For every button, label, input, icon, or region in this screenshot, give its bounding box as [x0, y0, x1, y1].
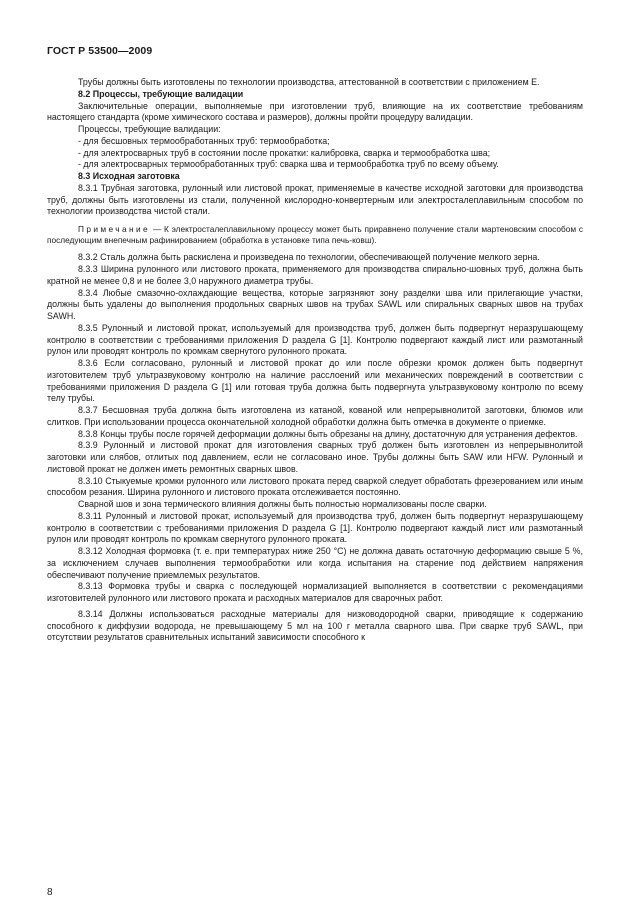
paragraph: Трубы должны быть изготовлены по технологии производства, аттестованной в соответствии с приложением Е.: [78, 77, 540, 87]
note-text: — К электросталеплавильному процессу может быть приравнено получение стали мартеновским способом с последующим внепечным рафинированием (обработка в установке типа печь-ковш).: [47, 224, 583, 246]
page-number: 8: [47, 887, 53, 898]
paragraph-8-3-1: 8.3.1 Трубная заготовка, рулонный или листовой прокат, применяемые в качестве исходной заготовки для производства труб, должны быть изготовлены из стали, полученной кислородно-конвертерным или электросталеплавильным способом по технологии производства чистой стали.: [47, 182, 583, 217]
paragraph-8-3-4: 8.3.4 Любые смазочно-охлаждающие вещества, которые загрязняют зону разделки шва или прилегающие участки, должны быть удалены до выполнения продольных сварных швов на трубах SAWL или спиральных сварных швов на трубах SAWH.: [47, 287, 583, 322]
paragraph-8-3-13: 8.3.13 Формовка трубы и сварка с последующей нормализацией выполняется в соответствии с рекомендациями изготовителей рулонного или листового проката и расходных материалов для сварочных работ.: [47, 581, 583, 604]
list-item: - для электросварных термообработанных труб: сварка шва и термообработка труб по всему объему.: [78, 159, 499, 170]
paragraph-8-3-7: 8.3.7 Бесшовная труба должна быть изготовлена из катаной, кованой или непрерывнолитой заготовки, блюмов или слитков. При использовании процесса окончательной холодной обработки должна быть отмечка в документе о приемке.: [47, 405, 583, 427]
paragraph-8-3-2: 8.3.2 Сталь должна быть раскислена и произведена по технологии, обеспечивающей получение мелкого зерна.: [78, 252, 540, 263]
paragraph-8-3-14: 8.3.14 Должны использоваться расходные материалы для низководородной сварки, приводящие к содержанию способного к диффузии водорода, не превышающему 5 мл на 100 г металла сварного шва. При сварке труб SAWL, при отсутствии результатов сравнительных испытаний зависимости способного к: [47, 608, 583, 643]
section-heading-8-3: 8.3 Исходная заготовка: [78, 171, 180, 181]
document-body: [47, 77, 583, 644]
paragraph: Сварной шов и зона термического влияния должны быть полностью нормализованы после сварки.: [78, 499, 487, 510]
note: [47, 224, 583, 246]
list-item: - для электросварных труб в состоянии после прокатки: калибровка, сварка и термообработка шва;: [78, 147, 491, 158]
section-heading-8-2: 8.2 Процессы, требующие валидации: [78, 88, 244, 99]
paragraph-8-3-9: 8.3.9 Рулонный и листовой прокат для изготовления сварных труб должен быть изготовлен из непрерывнолитой заготовки или слябов, отлитых под давлением, если не согласовано иное. Трубы должны быть SAW или HFW. Рулонный и листовой прокат не должен иметь ремонтных сварных швов.: [47, 440, 583, 474]
paragraph-8-3-8: 8.3.8 Концы трубы после горячей деформации должны быть обрезаны на длину, достаточную для устранения дефектов.: [78, 428, 578, 439]
list-item: - для бесшовных термообработанных труб: термообработка;: [78, 135, 330, 146]
paragraph-8-3-11: 8.3.11 Рулонный и листовой прокат, используемый для производства труб, должен быть подвергнут неразрушающему контролю в соответствии с требованиями приложения D раздела G [1]. Контролю подвергают каждый лист или размотанный рулон или проводят контроль по кромкам свернутого рулонного проката.: [47, 510, 583, 545]
note-label: Примечание: [78, 224, 151, 234]
paragraph-8-3-5: 8.3.5 Рулонный и листовой прокат, используемый для производства труб, должен быть подвергнут неразрушающему контролю в соответствии с требованиями приложения D раздела G [1]. Контролю подвергают каждый лист или размотанный рулон или проводят контроль по кромкам свернутого рулонного проката.: [47, 322, 583, 357]
paragraph-8-3-12: 8.3.12 Холодная формовка (т. е. при температурах ниже 250 °С) не должна давать остаточную деформацию свыше 5 %, за исключением случаев выполнения термообработки или когда испытания на старение под действием напряжения обеспечивают получение приемлемых результатов.: [47, 546, 583, 580]
paragraph-8-3-6: 8.3.6 Если согласовано, рулонный и листовой прокат до или после обрезки кромок должен быть подвергнут изготовителем труб ультразвуковому контролю на наличие расслоений или механических повреждений в соответствии с требованиями приложения D раздела G [1] или готовая труба должна быть подвергнута ультразвуковому контролю по всему телу трубы.: [47, 358, 583, 404]
paragraph: Заключительные операции, выполняемые при изготовлении труб, влияющие на их соответствие требованиям настоящего стандарта (кроме химического состава и размеров), должны пройти процедуру валидации.: [47, 100, 583, 123]
paragraph-8-3-3: 8.3.3 Ширина рулонного или листового проката, применяемого для производства спирально-шовных труб, должна быть кратной не менее 0,8 и не более 3,0 наружного диаметра трубы.: [47, 264, 583, 286]
document-header: ГОСТ Р 53500—2009: [47, 45, 153, 57]
paragraph: Процессы, требующие валидации:: [78, 124, 221, 134]
paragraph-8-3-10: 8.3.10 Стыкуемые кромки рулонного или листового проката перед сваркой следует обработать фрезерованием или иным способом резания. Ширина рулонного и листового проката отслеживается постоянно.: [47, 475, 583, 498]
